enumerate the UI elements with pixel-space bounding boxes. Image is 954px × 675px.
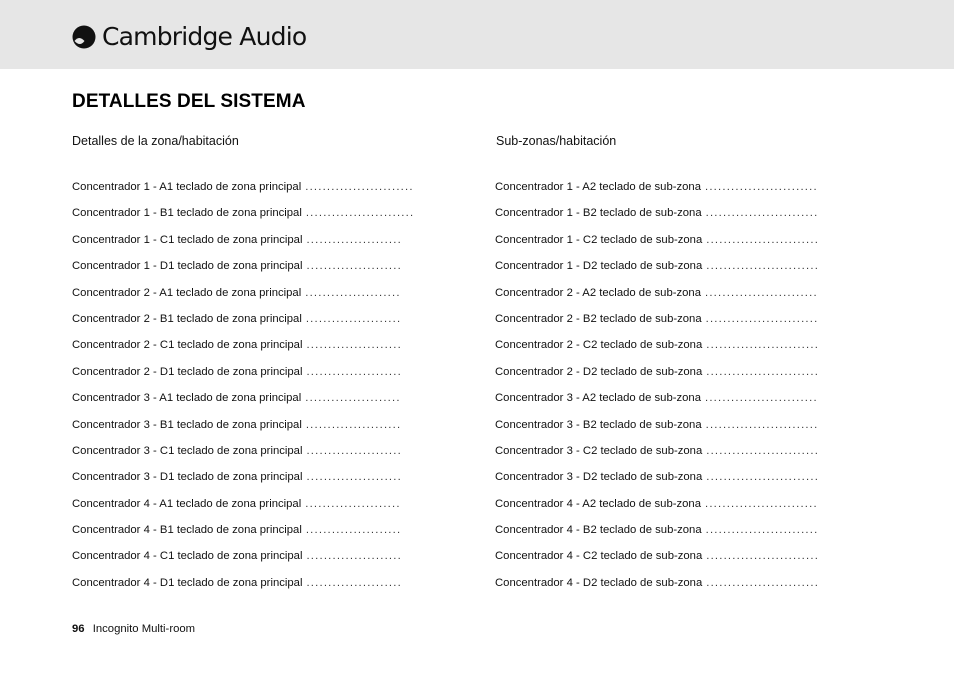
zone-details-heading: Detalles de la zona/habitación <box>72 134 239 148</box>
dot-leader: ...................... <box>306 444 402 457</box>
item-label: Concentrador 3 - C1 teclado de zona principal <box>72 444 303 457</box>
item-label: Concentrador 2 - D2 teclado de sub-zona <box>495 365 703 378</box>
dot-leader: ...................... <box>305 392 401 405</box>
list-item <box>495 177 819 203</box>
list-item <box>495 256 819 282</box>
item-label: Concentrador 2 - A1 teclado de zona principal <box>72 286 302 299</box>
item-label: Concentrador 1 - A2 teclado de sub-zona <box>495 181 701 193</box>
list-item <box>72 203 414 229</box>
dot-leader: ...................... <box>306 339 402 352</box>
list-item <box>72 283 414 309</box>
subzone-heading: Sub-zonas/habitación <box>496 134 617 148</box>
item-label: Concentrador 2 - D1 teclado de zona principal <box>72 365 303 378</box>
item-label: Concentrador 1 - C2 teclado de sub-zona <box>495 233 703 246</box>
item-label: Concentrador 4 - C2 teclado de sub-zona <box>495 550 703 563</box>
item-label: Concentrador 2 - A2 teclado de sub-zona <box>495 286 701 299</box>
list-item <box>495 203 819 229</box>
item-label: Concentrador 1 - D1 teclado de zona principal <box>72 260 303 273</box>
list-item <box>72 335 414 361</box>
cambridge-audio-logo-icon <box>72 25 96 49</box>
item-label: Concentrador 1 - D2 teclado de sub-zona <box>495 260 703 273</box>
subzone-list <box>495 177 819 599</box>
dot-leader: ...................... <box>305 497 401 510</box>
list-item <box>72 415 414 441</box>
list-item <box>72 467 414 493</box>
list-item <box>495 573 819 599</box>
item-label: Concentrador 1 - A1 teclado de zona principal <box>72 181 302 193</box>
dot-leader: .......................... <box>706 576 820 589</box>
dot-leader: ...................... <box>306 550 402 563</box>
item-label: Concentrador 4 - B2 teclado de sub-zona <box>495 524 702 537</box>
dot-leader: ...................... <box>305 286 401 299</box>
list-item <box>72 388 414 414</box>
item-label: Concentrador 4 - D1 teclado de zona principal <box>72 576 303 589</box>
list-item <box>72 309 414 335</box>
dot-leader: .......................... <box>706 365 820 378</box>
dot-leader: .......................... <box>705 286 818 299</box>
item-label: Concentrador 4 - C1 teclado de zona principal <box>72 550 303 563</box>
dot-leader: .......................... <box>705 207 819 220</box>
list-item <box>495 388 819 414</box>
dot-leader: ...................... <box>305 312 402 325</box>
item-label: Concentrador 2 - C1 teclado de zona principal <box>72 339 303 352</box>
item-label: Concentrador 1 - B1 teclado de zona principal <box>72 207 302 220</box>
dot-leader: ...................... <box>305 524 402 537</box>
item-label: Concentrador 3 - A1 teclado de zona principal <box>72 392 302 405</box>
item-label: Concentrador 1 - B2 teclado de sub-zona <box>495 207 702 220</box>
list-item <box>495 467 819 493</box>
item-label: Concentrador 4 - B1 teclado de zona principal <box>72 524 302 537</box>
list-item <box>72 177 414 203</box>
item-label: Concentrador 2 - B1 teclado de zona principal <box>72 312 302 325</box>
list-item <box>72 230 414 256</box>
dot-leader: ...................... <box>306 260 402 273</box>
dot-leader: .......................... <box>705 418 819 431</box>
dot-leader: .......................... <box>706 444 820 457</box>
dot-leader: .......................... <box>706 471 820 484</box>
page-header <box>0 0 954 69</box>
item-label: Concentrador 4 - A2 teclado de sub-zona <box>495 497 701 510</box>
item-label: Concentrador 1 - C1 teclado de zona principal <box>72 233 303 246</box>
dot-leader: ...................... <box>306 576 402 589</box>
dot-leader: .......................... <box>705 497 818 510</box>
item-label: Concentrador 4 - D2 teclado de sub-zona <box>495 576 703 589</box>
item-label: Concentrador 3 - A2 teclado de sub-zona <box>495 392 701 405</box>
list-item <box>72 573 414 599</box>
item-label: Concentrador 3 - B2 teclado de sub-zona <box>495 418 702 431</box>
list-item <box>495 309 819 335</box>
item-label: Concentrador 3 - C2 teclado de sub-zona <box>495 444 703 457</box>
dot-leader: ...................... <box>306 365 402 378</box>
list-item <box>495 362 819 388</box>
page-footer <box>72 623 195 635</box>
list-item <box>495 546 819 572</box>
list-item <box>495 230 819 256</box>
item-label: Concentrador 3 - D1 teclado de zona principal <box>72 471 303 484</box>
brand-name: Cambridge Audio <box>102 22 307 51</box>
item-label: Concentrador 2 - B2 teclado de sub-zona <box>495 312 702 325</box>
list-item <box>495 494 819 520</box>
list-item <box>495 335 819 361</box>
list-item <box>72 494 414 520</box>
dot-leader: ......................... <box>305 207 415 220</box>
list-item <box>495 441 819 467</box>
dot-leader: .......................... <box>705 181 818 193</box>
list-item <box>495 520 819 546</box>
dot-leader: .......................... <box>705 392 818 405</box>
brand-logo <box>72 20 306 54</box>
list-item <box>72 546 414 572</box>
item-label: Concentrador 3 - B1 teclado de zona principal <box>72 418 302 431</box>
item-label: Concentrador 3 - D2 teclado de sub-zona <box>495 471 703 484</box>
item-label: Concentrador 2 - C2 teclado de sub-zona <box>495 339 703 352</box>
dot-leader: .......................... <box>706 550 820 563</box>
dot-leader: ......................... <box>305 181 414 193</box>
list-item <box>495 415 819 441</box>
zone-details-list <box>72 177 414 599</box>
list-item <box>495 283 819 309</box>
page-number: 96 <box>72 623 85 635</box>
list-item <box>72 362 414 388</box>
dot-leader: .......................... <box>706 260 820 273</box>
dot-leader: ...................... <box>305 418 402 431</box>
item-label: Concentrador 4 - A1 teclado de zona principal <box>72 497 302 510</box>
dot-leader: .......................... <box>706 339 820 352</box>
list-item <box>72 256 414 282</box>
dot-leader: .......................... <box>706 233 820 246</box>
list-item <box>72 520 414 546</box>
dot-leader: .......................... <box>705 312 819 325</box>
dot-leader: ...................... <box>306 471 402 484</box>
product-name: Incognito Multi-room <box>92 623 196 635</box>
dot-leader: ...................... <box>306 233 402 246</box>
page-title: DETALLES DEL SISTEMA <box>72 91 306 112</box>
dot-leader: .......................... <box>705 524 819 537</box>
list-item <box>72 441 414 467</box>
